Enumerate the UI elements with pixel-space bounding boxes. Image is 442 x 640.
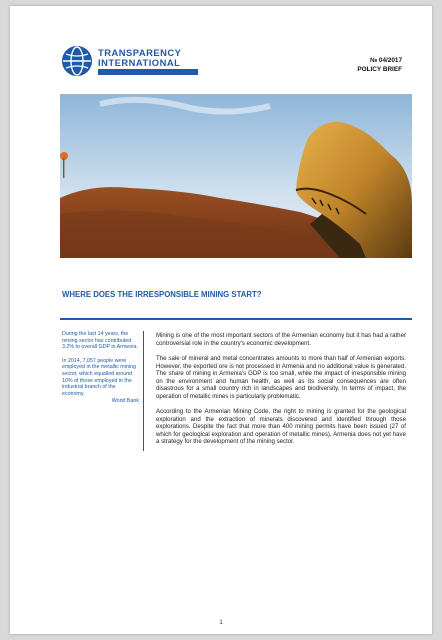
body-paragraph: According to the Armenian Mining Code, the right to mining is granted for the geological exploration and the extraction of minerals discovered and identified through those explorations. Despite the fact that more than 400 mining permits have been issued (27 of which for geological exploration and operation of metallic mines), Armenia does not yet have a strategy for the development of the mining sector. — [156, 408, 406, 445]
sidebar-fact: During the last 14 years, the mining sector has contributed 3.2% to overall GDP in Armenia. — [62, 331, 138, 351]
sidebar-source: World Bank — [111, 398, 139, 405]
logo-bar — [98, 69, 198, 75]
logo-line2: INTERNATIONAL — [98, 57, 181, 68]
page-title: WHERE DOES THE IRRESPONSIBLE MINING START? — [62, 290, 262, 299]
body-text — [156, 332, 406, 454]
hero-image — [60, 94, 412, 258]
title-divider — [60, 318, 412, 320]
body-paragraph: The sale of mineral and metal concentrates amounts to more than half of Armenian exports. However, the exported ore is not processed in Armenia and no additional value is generated. The share of mining in Armenia's GDP is too small, while the impact of irresponsible mining on the environment and human health, as well as its social consequences are often disastrous for a small country rich in landscapes and biodiversity. In terms of impact, the operation of metallic mines is particularly problematic. — [156, 355, 406, 400]
globe-icon — [62, 46, 92, 76]
logo-line1: TRANSPARENCY — [98, 47, 182, 58]
document-page — [10, 6, 432, 634]
sidebar-facts — [62, 331, 144, 451]
mining-photo — [60, 94, 412, 258]
page-number: 1 — [219, 620, 223, 626]
transparency-international-logo — [62, 46, 202, 78]
sidebar-fact: In 2014, 7,057 people were employed in the metallic mining sector, which equalled around 10% of those employed in the industrial branch of the economy. — [62, 357, 136, 397]
document-type: POLICY BRIEF — [357, 66, 402, 73]
document-number: № 04/2017 — [370, 57, 402, 64]
body-paragraph: Mining is one of the most important sectors of the Armenian economy but it has had a rather controversial role in the country's economic development. — [156, 332, 406, 347]
